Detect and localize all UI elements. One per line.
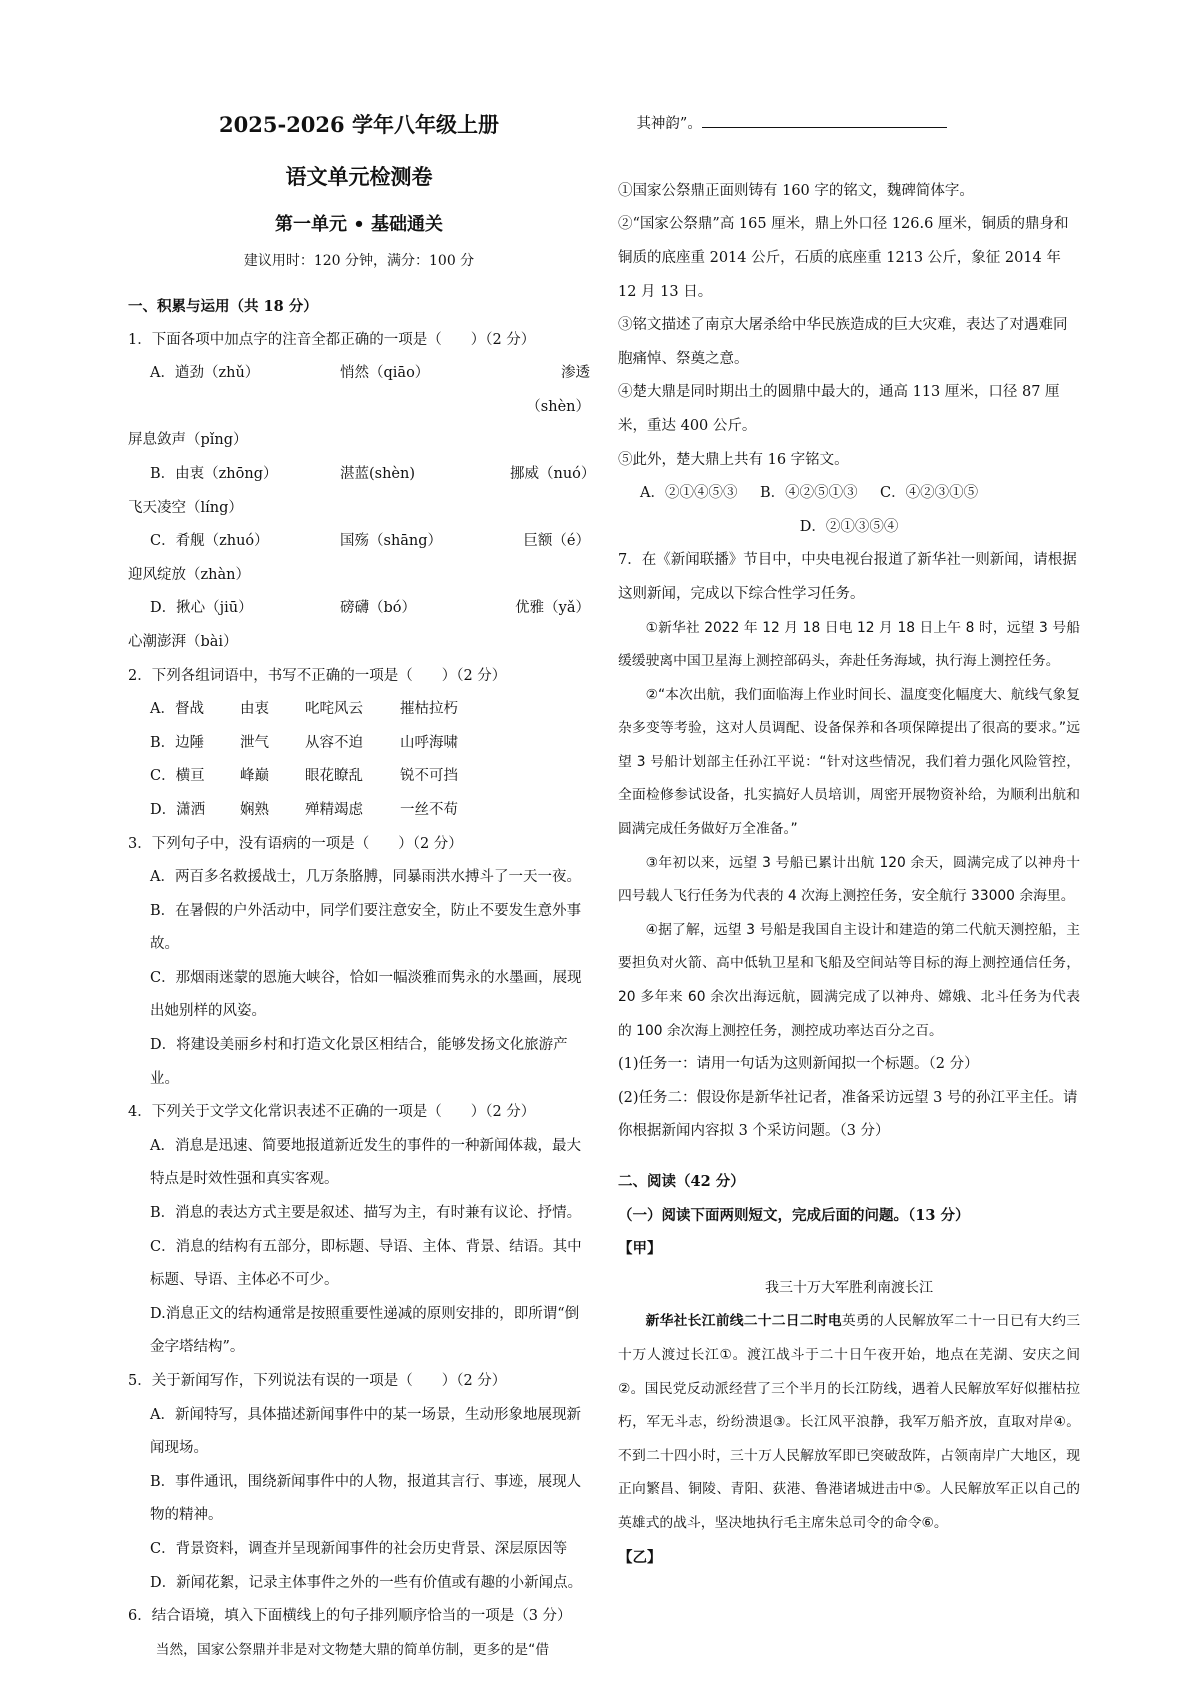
- option-text: A．消息是迅速、简要地报道新近发生的事件的一种新闻体裁，最大特点是时效性强和真实客观。: [150, 1137, 581, 1188]
- question-stem: 5．关于新闻写作，下列说法有误的一项是（ ）（2 分）: [128, 1373, 507, 1389]
- word: 山呼海啸: [400, 734, 458, 751]
- option-text: D．将建设美丽乡村和打造文化景区相结合，能够发扬文化旅游产业。: [150, 1037, 568, 1087]
- word-group-row: [128, 760, 590, 794]
- option-text: 心潮澎湃（bài）: [128, 633, 238, 650]
- spacer: [618, 1149, 1080, 1165]
- task-item: (1)任务一：请用一句话为这则新闻拟一个标题。（2 分）: [618, 1056, 979, 1073]
- option-text: B．消息的表达方式主要是叙述、描写为主，有时兼有议论、抒情。: [150, 1205, 582, 1222]
- option-text: A．新闻特写，具体描述新闻事件中的某一场景，生动形象地展现新闻现场。: [150, 1406, 581, 1457]
- option-text: D．揪心（jiū）: [150, 600, 253, 617]
- word: 殚精竭虑: [305, 801, 363, 818]
- question-stem: 1．下面各项中加点字的注音全都正确的一项是（ ）（2 分）: [128, 331, 536, 348]
- news-paragraph: ③年初以来，远望 3 号船已累计出航 120 余天，圆满完成了以神舟十四号载人飞行任务为代表的 4 次海上测控任务，安全航行 33000 余海里。: [618, 854, 1080, 905]
- question-stem: 3．下列句子中，没有语病的一项是（ ）（2 分）: [128, 835, 463, 852]
- word: C．横亘: [150, 768, 205, 785]
- word: A．督战: [150, 701, 204, 718]
- option-text: 湛蓝(shèn): [340, 465, 416, 482]
- answer-option-row: [618, 477, 1080, 511]
- option-text: D．②①③⑤④: [799, 518, 899, 535]
- section-heading: 二、阅读（42 分）: [618, 1173, 745, 1190]
- word: B．边陲: [150, 734, 205, 751]
- option-text: 巨额（é）: [523, 533, 590, 550]
- option-text: B．事件通讯，围绕新闻事件中的人物，报道其言行、事迹，展现人物的精神。: [150, 1473, 582, 1524]
- word: 叱咤风云: [305, 701, 363, 718]
- left-column: [128, 0, 596, 1667]
- answer-blank-line: [702, 113, 947, 128]
- article-text: 英勇的人民解放军二十一日已有大约三十万人渡过长江①。渡江战斗于二十日午夜开始，地点在芜湖、安庆之间②。国民党反动派经营了三个半月的长江防线，遇着人民解放军好似摧枯拉朽，军无斗志，纷纷溃退③。长江风平浪静，我军万船齐放，直取对岸④。不到二十四小时，三十万人民解放军即已突破敌阵，占领南岸广大地区，现正向繁昌、铜陵、青阳、荻港、鲁港诸城进击中⑤。人民解放军正以自己的英雄式的战斗，坚决地执行毛主席朱总司令的命令⑥。: [618, 1313, 1081, 1531]
- option-text: C．消息的结构有五部分，即标题、导语、主体、背景、结语。其中标题、导语、主体必不可少。: [150, 1238, 582, 1289]
- option-text: C．④②③①⑤: [880, 485, 979, 502]
- option-text: A．两百多名救援战士，几万条胳膊，同暴雨洪水搏斗了一天一夜。: [150, 869, 581, 886]
- question-stem: 6．结合语境，填入下面横线上的句子排列顺序恰当的一项是（3 分）: [128, 1608, 572, 1625]
- question-stem: 4．下列关于文学文化常识表述不正确的一项是（ ）（2 分）: [128, 1104, 536, 1121]
- exam-title-unit: 第一单元 • 基础通关: [274, 214, 444, 235]
- word-group-row: [128, 727, 590, 761]
- word: 由衷: [240, 701, 269, 718]
- news-paragraph: ②“本次出航，我们面临海上作业时间长、温度变化幅度大、航线气象复杂多变等考验，这对人员调配、设备保养和各项保障提出了很高的要求。”远望 3 号船计划部主任孙江平说：“针对这些情况，我们着力强化风险管控，全面检修参试设备，扎实搞好人员培训，周密开展物资补给，为顺利出航和圆满完成任务做好万全准备。”: [618, 686, 1080, 838]
- passage-label: 【乙】: [618, 1548, 662, 1566]
- word-group-row: [128, 693, 590, 727]
- option-text: D.消息正文的结构通常是按照重要性递减的原则安排的，即所谓“倒金字塔结构”。: [150, 1305, 580, 1356]
- sentence-item: ①国家公祭鼎正面则铸有 160 字的铭文，魏碑简体字。: [618, 182, 974, 199]
- option-text: B．④②⑤①③: [760, 485, 858, 502]
- subsection-heading: （一）阅读下面两则短文，完成后面的问题。（13 分）: [618, 1206, 970, 1224]
- answer-option-row: [128, 592, 590, 626]
- word: 娴熟: [240, 801, 269, 818]
- option-text: 渗透（shèn）: [526, 365, 590, 415]
- word: 眼花瞭乱: [305, 768, 363, 785]
- option-text: 屏息敛声（pǐng）: [128, 432, 248, 449]
- section-heading: 一、积累与运用（共 18 分）: [128, 298, 318, 315]
- sentence-item: ②“国家公祭鼎”高 165 厘米，鼎上外口径 126.6 厘米，铜质的鼎身和铜质的底座重 2014 公斤，石质的底座重 1213 公斤，象征 2014 年 12 月 13 日。: [618, 216, 1069, 300]
- news-paragraph: ④据了解，远望 3 号船是我国自主设计和建造的第二代航天测控船，主要担负对火箭、高中低轨卫星和飞船及空间站等目标的海上测控通信任务，20 多年来 60 余次出海远航，圆满完成了以神舟、嫦娥、北斗任务为代表的 100 余次海上测控任务，测控成功率达百分之百。: [618, 921, 1080, 1039]
- option-text: A．遒劲（zhǔ）: [150, 365, 260, 382]
- option-text: 挪威（nuó）: [510, 465, 596, 482]
- word: 锐不可挡: [400, 768, 458, 785]
- word: 摧枯拉朽: [400, 701, 458, 718]
- article-body: [618, 1305, 1080, 1540]
- answer-option-row: [128, 458, 596, 492]
- word: 泄气: [240, 734, 269, 751]
- exam-title-year: 2025-2026 学年八年级上册: [219, 112, 499, 137]
- word-group-row: [128, 794, 590, 828]
- exam-meta: 建议用时：120 分钟，满分：100 分: [243, 253, 475, 269]
- right-column: [618, 0, 1080, 1574]
- option-text: D．新闻花絮，记录主体事件之外的一些有价值或有趣的小新闻点。: [150, 1574, 583, 1591]
- option-text: 悄然（qiāo）: [340, 365, 430, 382]
- sentence-item: ⑤此外，楚大鼎上共有 16 字铭文。: [618, 451, 849, 468]
- passage-label: 【甲】: [618, 1240, 662, 1258]
- option-text: B．在暑假的户外活动中，同学们要注意安全，防止不要发生意外事故。: [150, 902, 582, 953]
- task-item: (2)任务二：假设你是新华社记者，准备采访远望 3 号的孙江平主任。请你根据新闻内容拟 3 个采访问题。（3 分）: [618, 1089, 1078, 1140]
- sentence-item: ④楚大鼎是同时期出土的圆鼎中最大的，通高 113 厘米，口径 87 厘米，重达 400 公斤。: [618, 384, 1060, 434]
- context-sentence-end-text: 其神韵”。: [636, 115, 702, 132]
- option-text: B．由衷（zhōng）: [150, 465, 278, 482]
- word: 一丝不苟: [400, 801, 458, 818]
- question-stem: 7．在《新闻联播》节目中，中央电视台报道了新华社一则新闻，请根据这则新闻，完成以下综合性学习任务。: [618, 552, 1077, 602]
- answer-option-row: [128, 357, 590, 424]
- question-stem: 2．下列各组词语中，书写不正确的一项是（ ）（2 分）: [128, 667, 507, 684]
- answer-option-row: [128, 525, 590, 559]
- sentence-item: ③铭文描述了南京大屠杀给中华民族造成的巨大灾难，表达了对遇难同胞痛悼、祭奠之意。: [618, 317, 1068, 367]
- word: D．潇洒: [150, 801, 206, 818]
- word: 从容不迫: [305, 734, 363, 751]
- exam-title-subject: 语文单元检测卷: [285, 164, 433, 189]
- article-dateline: 新华社长江前线二十二日二时电: [645, 1313, 842, 1330]
- option-text: 国殇（shāng）: [340, 533, 443, 550]
- option-text: 迎风绽放（zhàn）: [128, 566, 250, 583]
- news-paragraph: ①新华社 2022 年 12 月 18 日电 12 月 18 日上午 8 时，远望 3 号船缓缓驶离中国卫星海上测控部码头，奔赴任务海域，执行海上测控任务。: [618, 619, 1080, 670]
- option-text: 优雅（yǎ）: [515, 600, 590, 617]
- option-text: 飞天凌空（líng）: [128, 499, 243, 516]
- option-text: C．背景资料，调查并呈现新闻事件的社会历史背景、深层原因等: [150, 1540, 568, 1557]
- context-sentence-end: [618, 74, 1080, 175]
- word: 峰巅: [240, 768, 269, 785]
- option-text: C．肴舰（zhuó）: [150, 533, 269, 550]
- context-sentence: 当然，国家公祭鼎并非是对文物楚大鼎的简单仿制，更多的是“借: [155, 1641, 550, 1658]
- article-title: 我三十万大军胜利南渡长江: [765, 1279, 933, 1296]
- option-text: A．②①④⑤③: [640, 485, 738, 502]
- option-text: 磅礴（bó）: [340, 600, 417, 617]
- option-text: C．那烟雨迷蒙的恩施大峡谷，恰如一幅淡雅而隽永的水墨画，展现出她别样的风姿。: [150, 969, 582, 1020]
